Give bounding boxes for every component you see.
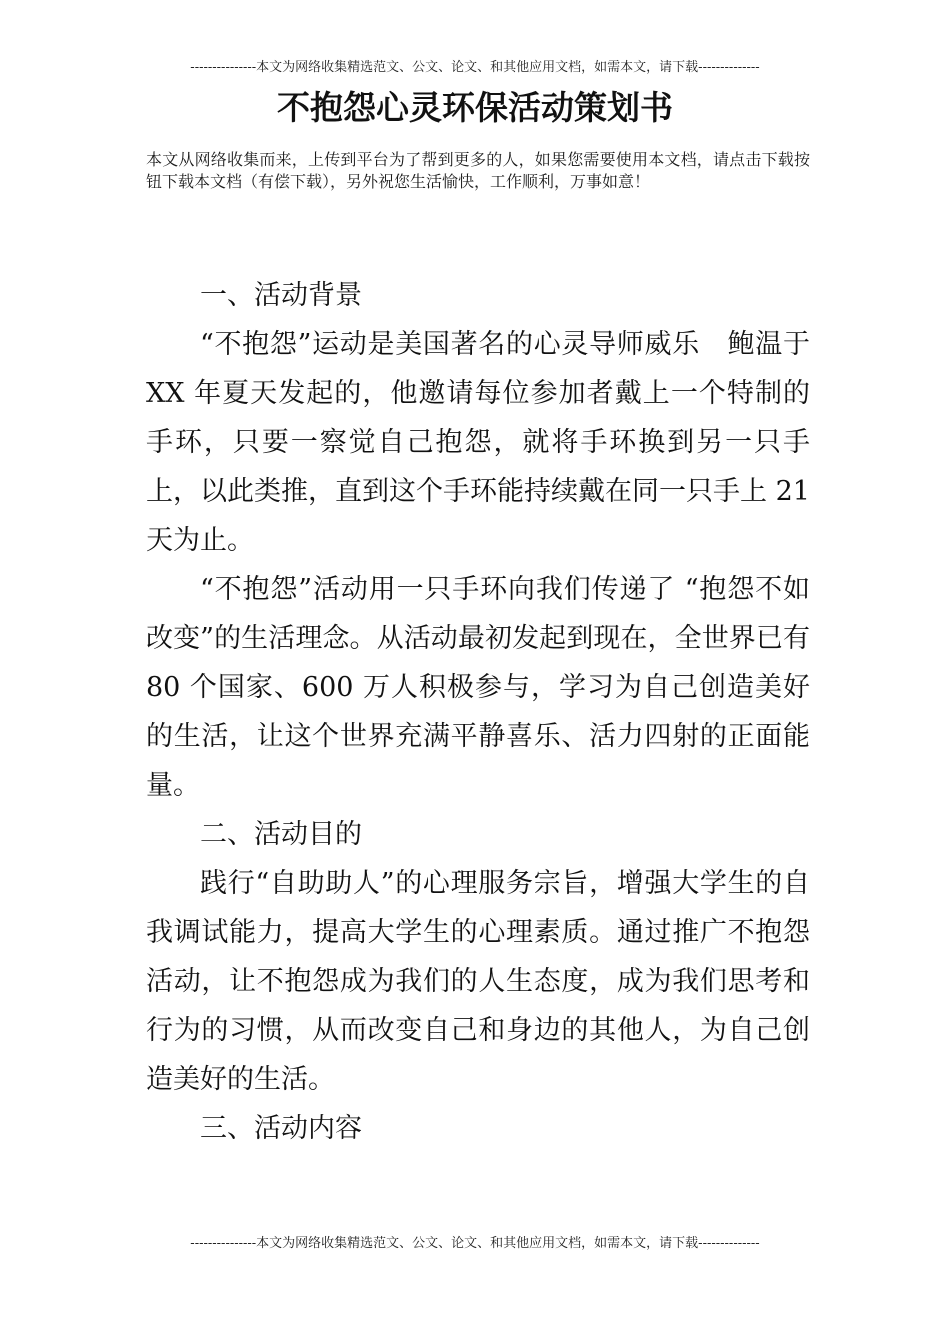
document-body xyxy=(146,271,810,1153)
footer-banner: ---------------本文为网络收集精选范文、公文、论文、和其他应用文档，如需本文，请下载-------------- xyxy=(190,1236,760,1251)
paragraph-purpose: 践行“自助助人”的心理服务宗旨，增强大学生的自我调试能力，提高大学生的心理素质。通过推广不抱怨活动，让不抱怨成为我们的人生态度，成为我们思考和行为的习惯，从而改变自己和身边的其他人，为自己创造美好的生活。 xyxy=(146,868,810,1095)
intro-note: 本文从网络收集而来，上传到平台为了帮到更多的人，如果您需要使用本文档，请点击下载按钮下载本文档（有偿下载），另外祝您生活愉快，工作顺利，万事如意！ xyxy=(146,150,810,191)
section-heading-background: 一、活动背景 xyxy=(200,280,362,311)
header-banner: ---------------本文为网络收集精选范文、公文、论文、和其他应用文档，如需本文，请下载-------------- xyxy=(190,60,760,75)
document-title: 不抱怨心灵环保活动策划书 xyxy=(277,88,673,127)
section-heading-purpose: 二、活动目的 xyxy=(200,819,362,850)
section-heading-content: 三、活动内容 xyxy=(200,1113,362,1144)
paragraph-background-2: “不抱怨”活动用一只手环向我们传递了 “抱怨不如改变”的生活理念。从活动最初发起到现在，全世界已有 80 个国家、600 万人积极参与，学习为自己创造美好的生活，让这个世界充满平静喜乐、活力四射的正面能量。 xyxy=(146,574,810,801)
paragraph-background-1: “不抱怨”运动是美国著名的心灵导师威乐 鲍温于 XX 年夏天发起的，他邀请每位参加者戴上一个特制的手环，只要一察觉自己抱怨，就将手环换到另一只手上，以此类推，直到这个手环能持续戴在同一只手上 21 天为止。 xyxy=(146,329,810,556)
